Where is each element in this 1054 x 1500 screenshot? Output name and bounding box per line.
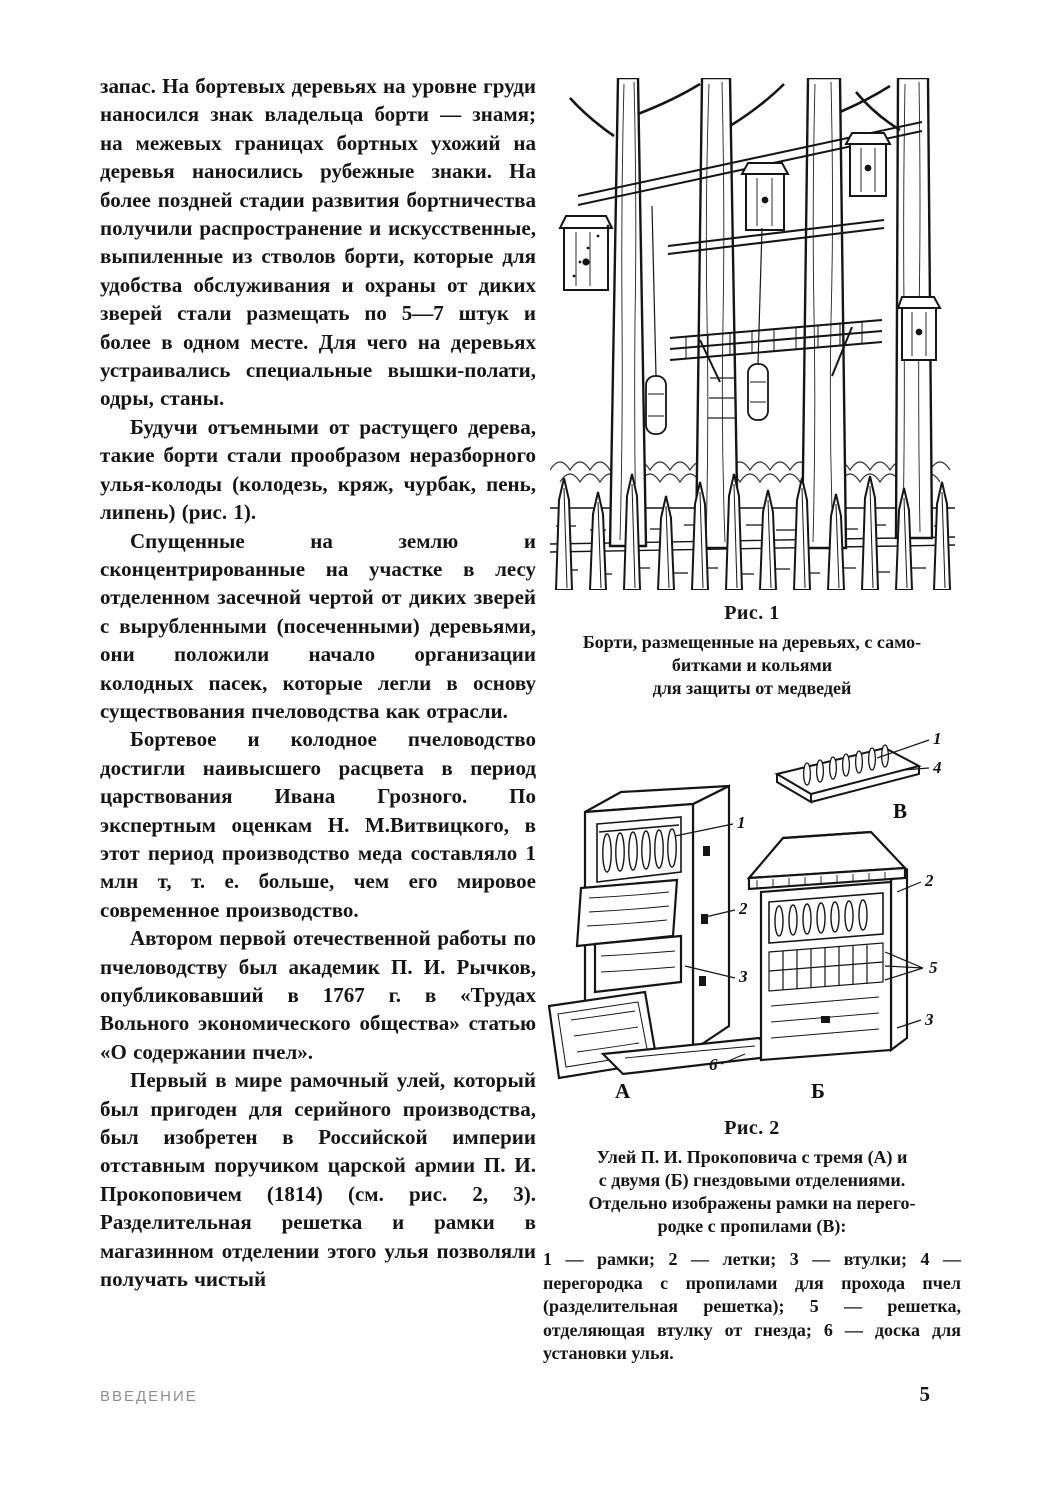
paragraph: Автором первой отечественной работы по пчеловодству был академик П. И. Рычков, опубликовавший в 1767 г. в «Трудах Вольного экономического общества» статью «О содержании пчел». xyxy=(100,926,536,1064)
figure-2-caption xyxy=(543,1146,961,1238)
caption-line: Отдельно изображены рамки на перего- xyxy=(588,1193,916,1213)
paragraph: Первый в мире рамочный улей, который был пригоден для серийного производства, был изобретен в Российской империи отставным поручиком царской армии П. И. Прокоповичем (1814) (см. рис. 2, 3). Разделительная решетка и рамки в магазинном отделении этого улья позволяли получать чистый xyxy=(100,1068,536,1292)
figure-column xyxy=(543,78,961,1366)
mark-5: 5 xyxy=(928,958,937,977)
page-footer xyxy=(100,1382,930,1407)
hive-b-letter: Б xyxy=(810,1079,825,1103)
mark-2: 2 xyxy=(738,899,747,918)
hive-b xyxy=(749,832,907,1060)
caption-line: битками и кольями xyxy=(671,655,833,675)
figure-1 xyxy=(543,78,961,700)
caption-line: для защиты от медведей xyxy=(652,678,852,698)
paragraph: Будучи отъемными от растущего дерева, такие борти стали прообразом неразборного улья-колоды (колодезь, кряж, чурбак, пень, липень) (рис. 1). xyxy=(100,414,536,525)
figure-2-legend: 1 — рамки; 2 — летки; 3 — втулки; 4 — перегородка с пропилами для прохода пчел (разделительная решетка); 5 — решетка, отделяющая втулку от гнезда; 6 — доска для установки улья. xyxy=(543,1249,961,1363)
fig2-illustration-prokopovich-hives xyxy=(545,720,960,1105)
mark-6: 6 xyxy=(708,1055,717,1074)
paragraph: Бортевое и колодное пчеловодство достигли наивысшего расцвета в период царствования Ивана Грозного. По экспертным оценкам Н. М.Витвицкого, в этот период производство меда составляло 1 млн т, т. е. больше, чем его мировое современное производство. xyxy=(100,727,536,922)
mark-1: 1 xyxy=(736,813,745,832)
figure-1-caption xyxy=(543,631,961,700)
caption-line: с двумя (Б) гнездовыми отделениями. xyxy=(598,1170,906,1190)
partition-letter: В xyxy=(892,799,907,823)
hive-a-letter: А xyxy=(614,1079,630,1103)
paragraph: запас. На бортевых деревьях на уровне груди наносился знак владельца борти — знамя; на межевых границах бортных ухожий на деревья наносились рубежные знаки. На более поздней стадии развития бортничества получили распространение и искусственные, выпиленные из стволов борти, которые для удобства обслуживания и охраны от диких зверей стали размещать по 5—7 штук и более в одном месте. Для чего на деревьях устраивались специальные вышки-полати, одры, станы. xyxy=(100,74,536,411)
paragraph: Спущенные на землю и сконцентрированные на участке в лесу отделенном засечной чертой от диких зверей с вырубленными (посеченными) деревьями, они положили начало организации колодных пасек, которые легли в основу существования пчеловодства как отрасли. xyxy=(100,528,536,723)
page-number: 5 xyxy=(919,1382,930,1406)
mark-1: 1 xyxy=(932,729,941,748)
mark-3: 3 xyxy=(924,1010,933,1029)
running-footer-section: ВВЕДЕНИЕ xyxy=(100,1388,198,1405)
mark-3: 3 xyxy=(738,967,747,986)
partition-board-v xyxy=(777,745,919,802)
caption-line: Борти, размещенные на деревьях, с само- xyxy=(582,632,922,652)
text-column xyxy=(100,72,536,1293)
mark-2: 2 xyxy=(924,871,933,890)
mark-4: 4 xyxy=(932,758,941,777)
caption-line: Улей П. И. Прокоповича с тремя (А) и xyxy=(596,1147,908,1167)
figure-1-label: Рис. 1 xyxy=(724,602,780,624)
figure-2-label: Рис. 2 xyxy=(724,1117,780,1139)
fig1-illustration-bee-trees xyxy=(550,78,955,590)
figure-2 xyxy=(543,720,961,1366)
caption-line: родке с пропилами (В): xyxy=(657,1216,847,1236)
